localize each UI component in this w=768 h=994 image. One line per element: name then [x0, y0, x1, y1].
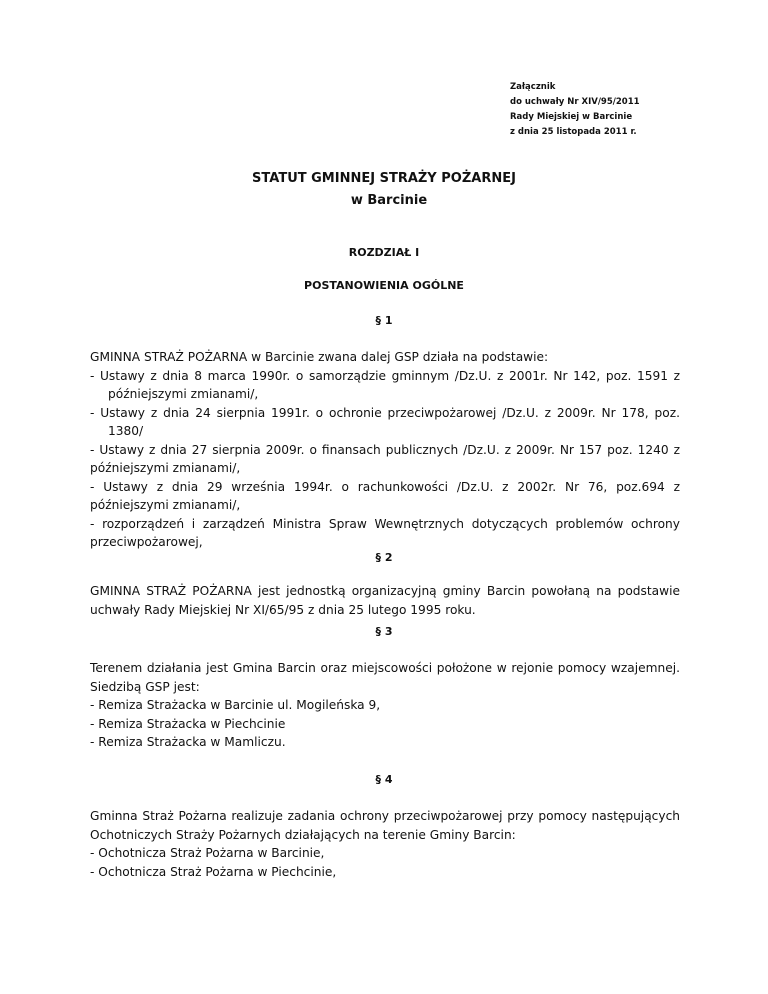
section-1-item: - Ustawy z dnia 8 marca 1990r. o samorządzie gminnym /Dz.U. z 2001r. Nr 142, poz. 1591 z późniejszymi zmianami/, — [90, 368, 680, 401]
annex-line-2: do uchwały Nr XIV/95/2011 — [510, 97, 640, 107]
section-4-heading: § 4 — [375, 773, 393, 786]
title-line-1: STATUT GMINNEJ STRAŻY POŻARNEJ — [252, 171, 516, 186]
section-2-text: GMINNA STRAŻ POŻARNA jest jednostką organizacyjną gminy Barcin powołaną na podstawie uchwały Rady Miejskiej Nr XI/65/95 z dnia 25 lutego 1995 roku. — [90, 584, 680, 617]
annex-note — [510, 80, 640, 140]
section-3-item: - Remiza Strażacka w Piechcinie — [90, 716, 286, 731]
section-3-item: - Remiza Strażacka w Barcinie ul. Mogileńska 9, — [90, 698, 381, 712]
section-3-body — [90, 659, 680, 752]
annex-line-4: z dnia 25 listopada 2011 r. — [510, 127, 637, 137]
section-2-heading: § 2 — [375, 551, 393, 564]
section-1-intro: GMINNA STRAŻ POŻARNA w Barcinie zwana dalej GSP działa na podstawie: — [90, 350, 549, 364]
section-2-body — [90, 582, 680, 619]
section-3-item: - Remiza Strażacka w Mamliczu. — [90, 735, 286, 749]
section-3-intro: Terenem działania jest Gmina Barcin oraz miejscowości położone w rejonie pomocy wzajemnej. Siedzibą GSP jest: — [90, 661, 680, 694]
section-1-item: - Ustawy z dnia 29 września 1994r. o rachunkowości /Dz.U. z 2002r. Nr 76, poz.694 z późniejszymi zmianami/, — [90, 479, 680, 512]
document-title — [0, 168, 768, 212]
annex-line-3: Rady Miejskiej w Barcinie — [510, 112, 633, 122]
section-1-body — [90, 348, 680, 552]
section-1-item: - Ustawy z dnia 27 sierpnia 2009r. o finansach publicznych /Dz.U. z 2009r. Nr 157 poz. 1240 z późniejszymi zmianami/, — [90, 442, 680, 475]
chapter-title: POSTANOWIENIA OGÓLNE — [304, 279, 464, 292]
section-4-item: - Ochotnicza Straż Pożarna w Piechcinie, — [90, 864, 337, 879]
section-4-body — [90, 807, 680, 881]
section-1-item: - Ustawy z dnia 24 sierpnia 1991r. o ochronie przeciwpożarowej /Dz.U. z 2009r. Nr 178, poz. 1380/ — [90, 405, 680, 438]
annex-line-1: Załącznik — [510, 82, 556, 92]
section-4-item: - Ochotnicza Straż Pożarna w Barcinie, — [90, 846, 325, 860]
chapter-number: ROZDZIAŁ I — [348, 246, 420, 259]
section-3-heading: § 3 — [375, 625, 393, 638]
section-1-item: - rozporządzeń i zarządzeń Ministra Spraw Wewnętrznych dotyczących problemów ochrony przeciwpożarowej, — [90, 516, 680, 549]
section-4-intro: Gminna Straż Pożarna realizuje zadania ochrony przeciwpożarowej przy pomocy następujących Ochotniczych Straży Pożarnych działających na terenie Gminy Barcin: — [90, 809, 680, 842]
section-1-heading: § 1 — [375, 314, 393, 327]
title-line-2: w Barcinie — [350, 193, 428, 208]
